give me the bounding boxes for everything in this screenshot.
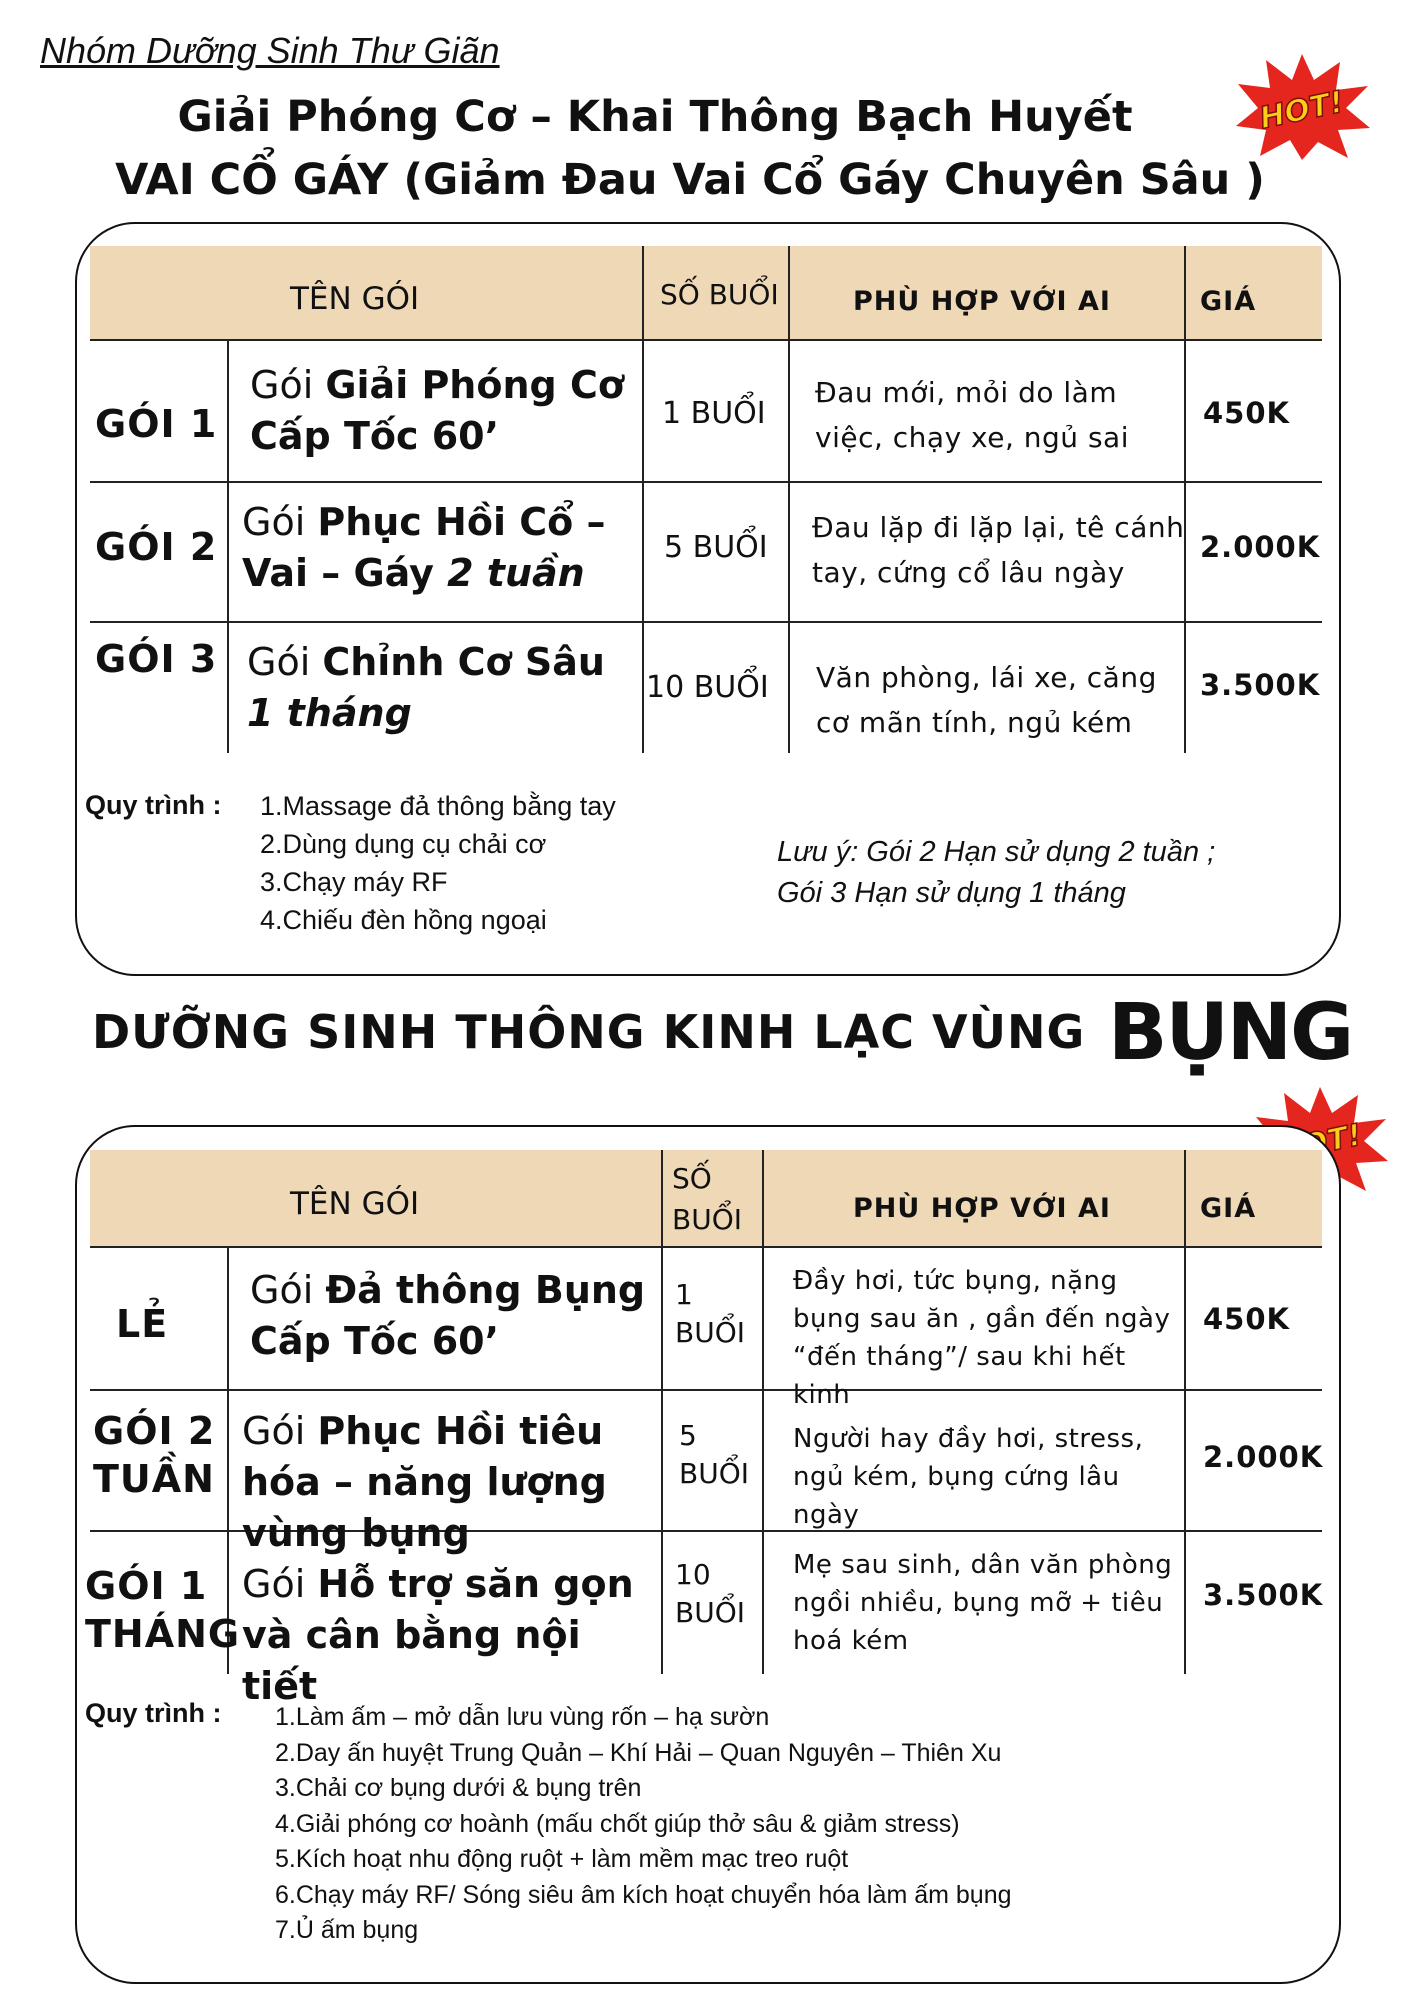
suitable-for: Mẹ sau sinh, dân văn phòng ngồi nhiều, bụng mỡ + tiêu hoá kém bbox=[793, 1550, 1173, 1656]
table-rule bbox=[90, 339, 1322, 341]
package-name: Gói Hỗ trợ săn gọn và cân bằng nội tiết bbox=[242, 1562, 634, 1708]
process-label: Quy trình : bbox=[85, 1698, 222, 1728]
header-price: GIÁ bbox=[1200, 286, 1257, 317]
sessions: 1 BUỔI bbox=[675, 1278, 745, 1349]
price: 3.500K bbox=[1203, 1578, 1324, 1612]
header-sessions: SỐ BUỔI bbox=[660, 278, 779, 311]
price: 450K bbox=[1203, 1302, 1291, 1336]
table-rule bbox=[227, 339, 229, 753]
process-step: 2.Day ấn huyệt Trung Quản – Khí Hải – Quan Nguyên – Thiên Xu bbox=[275, 1738, 1002, 1767]
table-rule bbox=[90, 621, 1322, 623]
package-name: Gói Chỉnh Cơ Sâu 1 tháng bbox=[247, 640, 605, 735]
section1-title-line1: Giải Phóng Cơ – Khai Thông Bạch Huyết bbox=[177, 92, 1133, 142]
table-rule bbox=[90, 1246, 1322, 1248]
row-label: GÓI 3 bbox=[95, 637, 218, 681]
process-step: 3.Chải cơ bụng dưới & bụng trên bbox=[275, 1774, 642, 1802]
header-suitable: PHÙ HỢP VỚI AI bbox=[853, 1193, 1111, 1224]
package-name: Gói Đả thông Bụng Cấp Tốc 60’ bbox=[250, 1268, 646, 1363]
suitable-for: Đau mới, mỏi do làm việc, chạy xe, ngủ sai bbox=[815, 376, 1129, 454]
row-label: GÓI 1 THÁNG bbox=[85, 1564, 241, 1656]
row-label: GÓI 1 bbox=[95, 402, 218, 446]
suitable-for: Văn phòng, lái xe, căng cơ mãn tính, ngủ kém bbox=[816, 661, 1157, 739]
sessions: 10 BUỔI bbox=[675, 1558, 745, 1629]
suitable-for: Đau lặp đi lặp lại, tê cánh tay, cứng cổ lâu ngày bbox=[812, 511, 1185, 589]
price: 2.000K bbox=[1203, 1440, 1324, 1474]
process-label: Quy trình : bbox=[85, 790, 222, 820]
process-step: 2.Dùng dụng cụ chải cơ bbox=[260, 829, 547, 859]
row-label: GÓI 2 bbox=[95, 525, 218, 569]
section1-title-line2: VAI CỔ GÁY (Giảm Đau Vai Cổ Gáy Chuyên Sâu ) bbox=[115, 155, 1265, 205]
header-sessions: SỐ bbox=[672, 1162, 712, 1195]
sessions: 10 BUỔI bbox=[646, 670, 769, 705]
table-rule bbox=[1184, 1150, 1186, 1674]
process-step: 1.Làm ấm – mở dẫn lưu vùng rốn – hạ sườn bbox=[275, 1703, 770, 1731]
row-label: GÓI 2 TUẦN bbox=[93, 1409, 216, 1501]
sessions: 1 BUỔI bbox=[662, 396, 766, 431]
header-sessions: BUỔI bbox=[672, 1203, 742, 1236]
svg-text:HOT!: HOT! bbox=[1256, 84, 1347, 137]
package-name: Gói Phục Hồi tiêu hóa – năng lượng vùng bụng bbox=[242, 1409, 607, 1555]
suitable-for: Người hay đầy hơi, stress, ngủ kém, bụng cứng lâu ngày bbox=[793, 1424, 1144, 1530]
price: 450K bbox=[1203, 396, 1291, 430]
row-label: LẺ bbox=[116, 1302, 169, 1346]
section2-title: DƯỠNG SINH THÔNG KINH LẠC VÙNG bbox=[92, 1005, 1086, 1059]
process-steps bbox=[275, 1700, 1012, 1949]
header-price: GIÁ bbox=[1200, 1193, 1257, 1224]
package-name: Gói Giải Phóng Cơ Cấp Tốc 60’ bbox=[250, 363, 624, 458]
process-step: 6.Chạy máy RF/ Sóng siêu âm kích hoạt chuyển hóa làm ấm bụng bbox=[275, 1880, 1012, 1909]
price: 3.500K bbox=[1200, 668, 1321, 702]
table-rule bbox=[788, 246, 790, 753]
process-step: 1.Massage đả thông bằng tay bbox=[260, 791, 616, 821]
process-step: 5.Kích hoạt nhu động ruột + làm mềm mạc treo ruột bbox=[275, 1845, 849, 1873]
process-steps bbox=[260, 787, 616, 939]
price: 2.000K bbox=[1200, 530, 1321, 564]
process-step: 3.Chạy máy RF bbox=[260, 867, 448, 897]
process-step: 7.Ủ ấm bụng bbox=[275, 1916, 419, 1944]
table-rule bbox=[90, 481, 1322, 483]
hot-badge-icon bbox=[1232, 52, 1372, 162]
header-suitable: PHÙ HỢP VỚI AI bbox=[853, 286, 1111, 317]
table-rule bbox=[1184, 246, 1186, 753]
process-step: 4.Giải phóng cơ hoành (mấu chốt giúp thở sâu & giảm stress) bbox=[275, 1809, 960, 1838]
header-name: TÊN GÓI bbox=[290, 281, 420, 317]
sessions: 5 BUỔI bbox=[679, 1419, 749, 1490]
note-line1: Lưu ý: Gói 2 Hạn sử dụng 2 tuần ; bbox=[777, 836, 1216, 868]
group-label: Nhóm Dưỡng Sinh Thư Giãn bbox=[40, 30, 500, 71]
table-rule bbox=[762, 1150, 764, 1674]
package-name: Gói Phục Hồi Cổ – Vai – Gáy 2 tuần bbox=[242, 500, 606, 595]
note-line2: Gói 3 Hạn sử dụng 1 tháng bbox=[777, 877, 1126, 909]
section2-title-big: BỤNG bbox=[1108, 988, 1353, 1078]
header-name: TÊN GÓI bbox=[290, 1186, 420, 1222]
table-rule bbox=[642, 246, 644, 753]
suitable-for: Đầy hơi, tức bụng, nặng bụng sau ăn , gần đến ngày “đến tháng”/ sau khi hết kinh bbox=[793, 1266, 1171, 1410]
sessions: 5 BUỔI bbox=[664, 530, 768, 565]
process-step: 4.Chiếu đèn hồng ngoại bbox=[260, 905, 547, 935]
